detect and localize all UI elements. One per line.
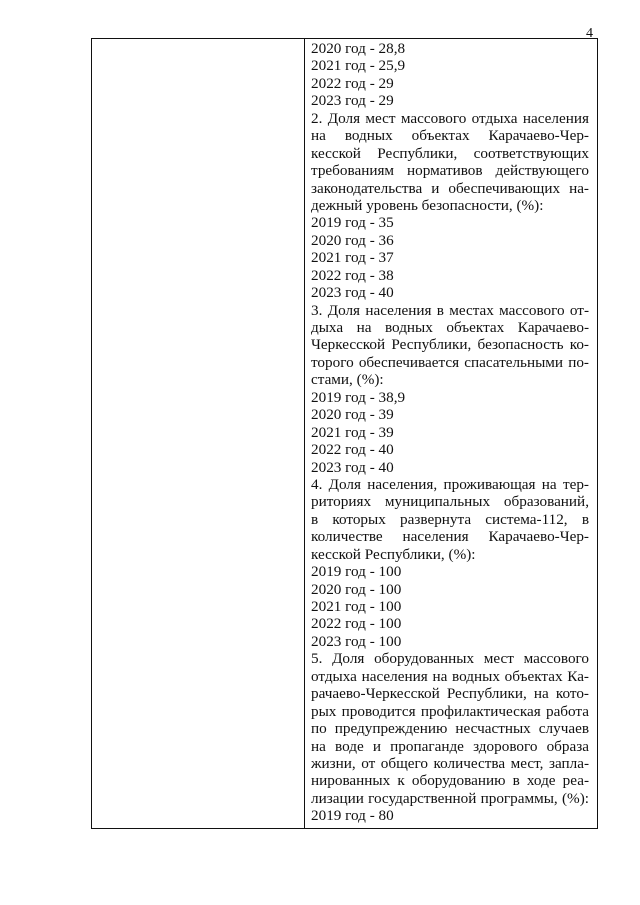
text-line: 2019 год - 35 (311, 214, 394, 232)
document-table (91, 38, 598, 829)
text-line: нированных к оборудованию в ходе реа- (311, 772, 589, 790)
text-line: риториях муниципальных образований, (311, 493, 589, 511)
text-line: дыха на водных объектах Карачаево- (311, 319, 589, 336)
page-number: 4 (586, 26, 593, 41)
text-line: торого обеспечивается спасательными по- (311, 353, 589, 371)
text-line: 2023 год - 40 (311, 458, 394, 476)
table-left-column (92, 39, 305, 828)
text-line: 2020 год - 36 (311, 231, 394, 249)
text-line: 2023 год - 40 (311, 284, 394, 302)
text-line: 3. Доля населения в местах массового от- (311, 301, 589, 319)
text-line: кесской Республики, соответствующих (311, 144, 589, 162)
text-line: на воде и пропаганде здорового образа (311, 737, 589, 755)
text-line: требованиям нормативов действующего (311, 162, 589, 180)
text-line: 2. Доля мест массового отдыха населения (311, 109, 589, 127)
text-line: по предупреждению несчастных случаев (311, 720, 589, 738)
text-line: на водных объектах Карачаево-Чер- (311, 127, 589, 145)
text-line: 2022 год - 40 (311, 441, 394, 459)
text-line: 2019 год - 100 (311, 563, 402, 581)
text-line: 2021 год - 100 (311, 598, 402, 615)
text-line: 5. Доля оборудованных мест массового (311, 650, 589, 668)
text-line: 2022 год - 100 (311, 615, 402, 633)
text-line: рачаево-Черкесской Республики, на кото- (311, 685, 589, 703)
text-line: 4. Доля населения, проживающая на тер- (311, 475, 589, 493)
text-line: отдыха населения на водных объектах Ка- (311, 667, 589, 685)
table-right-column (311, 40, 589, 825)
text-line: 2021 год - 37 (311, 249, 394, 267)
text-line: 2022 год - 29 (311, 74, 394, 92)
text-line: количестве населения Карачаево-Чер- (311, 528, 589, 546)
text-line: рых проводится профилактическая работа (311, 702, 589, 720)
text-line: дежный уровень безопасности, (%): (311, 196, 544, 214)
text-line: стами, (%): (311, 371, 384, 389)
text-line: 2022 год - 38 (311, 266, 394, 284)
text-line: лизации государственной программы, (%): (311, 789, 589, 807)
text-line: 2023 год - 29 (311, 92, 394, 110)
text-line: 2019 год - 38,9 (311, 388, 406, 406)
text-line: 2021 год - 25,9 (311, 57, 406, 75)
text-line: 2020 год - 100 (311, 580, 402, 598)
text-line: 2021 год - 39 (311, 423, 394, 441)
text-line: законодательства и обеспечивающих на- (311, 179, 589, 197)
text-line: в которых развернута система-112, в (311, 510, 589, 528)
text-line: 2020 год - 39 (311, 406, 394, 424)
text-line: Черкесской Республики, безопасность ко- (311, 336, 589, 354)
text-line: 2020 год - 28,8 (311, 40, 406, 57)
text-line: 2019 год - 80 (311, 807, 394, 825)
text-line: 2023 год - 100 (311, 632, 402, 650)
text-line: кесской Республики, (%): (311, 545, 476, 563)
text-line: жизни, от общего количества мест, запла- (311, 754, 589, 772)
